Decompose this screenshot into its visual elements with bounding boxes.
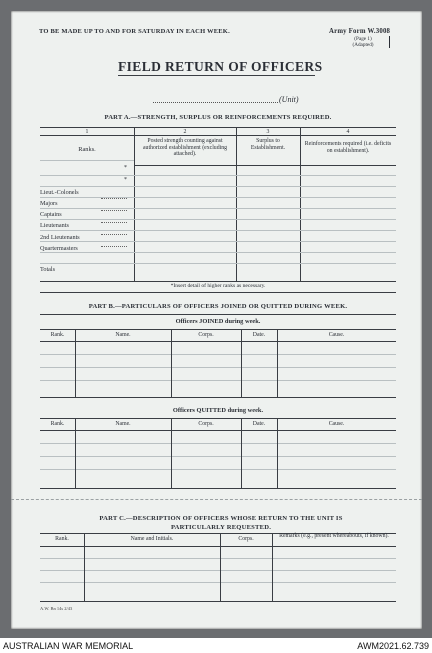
- quitted-col-cause: Cause.: [328, 421, 345, 427]
- archive-accession-number: AWM2021.62.739: [357, 641, 429, 651]
- part-c-bottom-border: [40, 601, 396, 602]
- col-number-3: 3: [266, 129, 270, 135]
- part-a-footnote-rule: [40, 292, 396, 293]
- joined-col-name: Name.: [115, 332, 131, 338]
- part-c-row-line: [40, 582, 396, 583]
- joined-col-divider: [171, 329, 172, 397]
- col-header-ranks: Ranks.: [78, 146, 96, 153]
- quitted-col-rank: Rank.: [50, 421, 65, 427]
- page-title: FIELD RETURN OF OFFICERS: [118, 59, 323, 74]
- quitted-row-line: [40, 469, 396, 470]
- unit-label: (Unit): [279, 95, 299, 104]
- joined-col-corps: Corps.: [198, 332, 214, 338]
- higher-rank-asterisk-2: *: [124, 177, 127, 183]
- joined-header-top: [40, 329, 396, 330]
- archive-name: AUSTRALIAN WAR MEMORIAL: [3, 641, 134, 651]
- col-number-1: 1: [85, 129, 89, 135]
- quitted-header-bottom: [40, 430, 396, 431]
- joined-heading: Officers JOINED during week.: [175, 318, 261, 325]
- form-instruction: TO BE MADE UP TO AND FOR SATURDAY IN EACH WEEK.: [39, 28, 230, 35]
- printer-code: A.W. Bn 14s 2/43: [40, 606, 73, 611]
- part-c-heading: PART C.—DESCRIPTION OF OFFICERS WHOSE RETURN TO THE UNIT IS PARTICULARLY REQUESTED.: [99, 515, 343, 531]
- title-underline: [118, 75, 315, 76]
- joined-col-rank: Rank.: [50, 332, 65, 338]
- form-status: (Adapted): [352, 42, 374, 48]
- perforation-line: [11, 499, 422, 500]
- rank-row-line: [40, 230, 396, 231]
- part-c-header-bottom: [40, 546, 396, 547]
- col-header-surplus: Surplus to Establishment.: [250, 138, 286, 151]
- quitted-col-divider: [277, 418, 278, 488]
- part-a-col-divider-3: [300, 127, 301, 281]
- joined-col-divider: [277, 329, 278, 397]
- rank-row-line: [40, 252, 396, 253]
- part-a-top-border: [40, 127, 396, 128]
- archive-caption-bar: [0, 638, 432, 653]
- rank-label: Majors: [40, 200, 58, 207]
- joined-col-cause: Cause.: [328, 332, 345, 338]
- part-b-heading: PART B.—PARTICULARS OF OFFICERS JOINED OR QUITTED DURING WEEK.: [88, 303, 348, 310]
- form-number: Army Form W.3008: [329, 28, 391, 35]
- rank-row-line: [40, 197, 396, 198]
- quitted-col-divider: [75, 418, 76, 488]
- totals-label: Totals: [40, 266, 56, 273]
- quitted-heading: Officers QUITTED during week.: [172, 407, 264, 414]
- quitted-row-line: [40, 443, 396, 444]
- margin-mark: [389, 36, 390, 48]
- joined-row-line: [40, 380, 396, 381]
- part-c-col-divider: [220, 533, 221, 601]
- rank-row-line: [40, 241, 396, 242]
- quitted-col-date: Date.: [252, 421, 266, 427]
- quitted-row-line: [40, 456, 396, 457]
- rank-label: 2nd Lieutenants: [40, 234, 80, 241]
- part-c-row-line: [40, 558, 396, 559]
- part-a-col-divider-1: [134, 127, 135, 281]
- form-page-number: (Page 1): [354, 36, 372, 42]
- part-b-top-border: [40, 314, 396, 315]
- rank-leader-dots: [101, 198, 127, 258]
- quitted-col-corps: Corps.: [198, 421, 214, 427]
- part-a-bottom-border: [40, 281, 396, 282]
- rank-row-line: [40, 263, 396, 264]
- rank-row-line: [40, 175, 396, 176]
- joined-col-date: Date.: [252, 332, 266, 338]
- rank-label: Captains: [40, 211, 62, 218]
- quitted-col-divider: [241, 418, 242, 488]
- part-c-col-name: Name and Initials.: [130, 536, 174, 542]
- part-c-col-remarks: Remarks (e.g., present whereabouts, if known).: [279, 533, 389, 539]
- rank-row-line: [40, 186, 396, 187]
- rank-row-line: [40, 160, 134, 161]
- part-a-footnote: *Insert detail of higher ranks as necessary.: [170, 283, 266, 289]
- joined-col-divider: [75, 329, 76, 397]
- part-a-header-border: [134, 165, 396, 166]
- higher-rank-asterisk-1: *: [124, 165, 127, 171]
- part-a-heading: PART A.—STRENGTH, SURPLUS OR REINFORCEMENTS REQUIRED.: [104, 114, 332, 121]
- joined-row-line: [40, 367, 396, 368]
- col-header-posted-strength: Posted strength counting against authorized establishment (excluding attached).: [142, 138, 228, 157]
- part-a-col-divider-2: [236, 127, 237, 281]
- quitted-bottom-border: [40, 488, 396, 489]
- col-number-2: 2: [183, 129, 187, 135]
- part-c-col-divider: [272, 533, 273, 601]
- unit-name-field[interactable]: [153, 102, 278, 103]
- rank-label: Quartermasters: [40, 245, 78, 252]
- joined-col-divider: [241, 329, 242, 397]
- col-number-4: 4: [346, 129, 350, 135]
- quitted-col-divider: [171, 418, 172, 488]
- rank-row-line: [40, 208, 396, 209]
- rank-label: Lieut.-Colonels: [40, 189, 79, 196]
- quitted-col-name: Name.: [115, 421, 131, 427]
- quitted-header-top: [40, 418, 396, 419]
- part-c-row-line: [40, 570, 396, 571]
- joined-header-bottom: [40, 341, 396, 342]
- joined-bottom-border: [40, 397, 396, 398]
- part-a-number-row-border: [40, 135, 396, 136]
- rank-label: Lieutenants: [40, 222, 69, 229]
- rank-row-line: [40, 219, 396, 220]
- joined-row-line: [40, 354, 396, 355]
- part-c-col-corps: Corps.: [238, 536, 254, 542]
- col-header-reinforcements: Reinforcements required (i.e. deficits on establishment).: [304, 141, 392, 154]
- part-c-col-rank: Rank.: [55, 536, 69, 542]
- part-c-col-divider: [84, 533, 85, 601]
- form-page: [11, 11, 422, 629]
